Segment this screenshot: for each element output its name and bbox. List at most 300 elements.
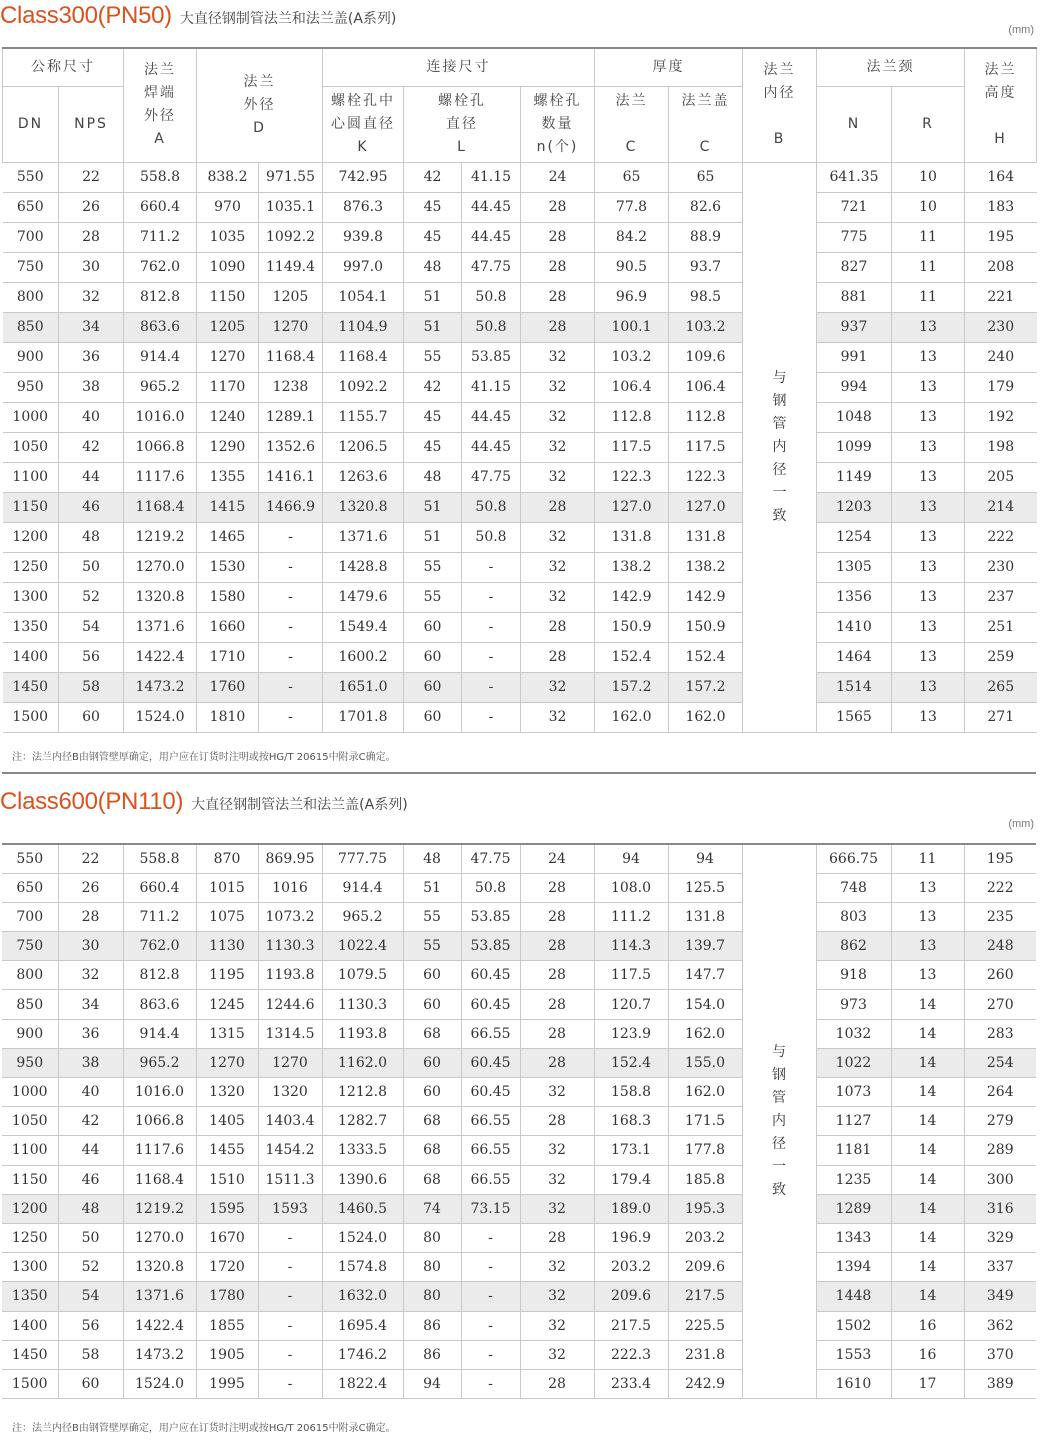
table-cell: 177.8 (668, 1136, 742, 1165)
table-cell: 1822.4 (322, 1369, 403, 1398)
table-cell: 28 (521, 492, 595, 522)
table-cell: 1416.1 (259, 462, 323, 492)
table-row (3, 552, 1037, 582)
table-cell: 13 (892, 462, 965, 492)
table-cell: 162.0 (668, 1078, 742, 1107)
table-cell: 1300 (3, 582, 59, 612)
table-cell: 1022 (816, 1048, 891, 1077)
table-cell: 1000 (2, 1078, 58, 1107)
table-cell: 1289.1 (259, 402, 323, 432)
table-cell: 60 (404, 672, 462, 702)
table-cell: 1500 (2, 1369, 58, 1398)
table-cell: 50 (59, 552, 124, 582)
table-cell: 94 (403, 1369, 461, 1398)
table-cell: 127.0 (595, 492, 669, 522)
table-cell: 1553 (816, 1340, 891, 1369)
table-cell: 36 (59, 342, 124, 372)
table-cell: 28 (520, 1048, 594, 1077)
table-cell: 68 (403, 1165, 461, 1194)
table-row (2, 1078, 1036, 1107)
table-cell: 14 (891, 1078, 964, 1107)
table-cell: 1073 (816, 1078, 891, 1107)
table-cell: 117.5 (594, 961, 668, 990)
header-nps: NPS (59, 86, 124, 162)
table-cell: 44.45 (462, 432, 521, 462)
table-cell: 65 (595, 162, 669, 192)
table-cell: 762.0 (123, 932, 196, 961)
table-cell: - (461, 1223, 520, 1252)
table-cell: 117.5 (595, 432, 669, 462)
class300-header (3, 48, 1037, 162)
table-cell: 283 (964, 1019, 1036, 1048)
table-cell: 162.0 (669, 702, 743, 732)
table-cell: 40 (58, 1078, 123, 1107)
table-cell: 60 (58, 1369, 123, 1398)
table-cell: 1263.6 (323, 462, 404, 492)
table-cell: 150.9 (669, 612, 743, 642)
table-cell: 111.2 (594, 902, 668, 931)
table-cell: 195 (964, 844, 1036, 873)
table-cell: 1092.2 (323, 372, 404, 402)
table-cell: - (259, 582, 323, 612)
table-cell: 251 (965, 612, 1037, 642)
table-cell: 1100 (3, 462, 59, 492)
table-cell: 14 (891, 1136, 964, 1165)
table-cell: 1473.2 (124, 672, 197, 702)
table-cell: 222 (964, 873, 1036, 902)
table-cell: 1305 (817, 552, 892, 582)
table-cell: 550 (3, 162, 59, 192)
table-cell: 60 (403, 1078, 461, 1107)
table-cell: 550 (2, 844, 58, 873)
table-cell: 1320 (258, 1078, 322, 1107)
table-cell: - (258, 1311, 322, 1340)
table-cell: 558.8 (123, 844, 196, 873)
table-cell: 1352.6 (259, 432, 323, 462)
table-cell: 558.8 (124, 162, 197, 192)
table-cell: 1127 (816, 1107, 891, 1136)
table-cell: 1016.0 (123, 1078, 196, 1107)
table-cell: 162.0 (668, 1019, 742, 1048)
table-cell: 1054.1 (323, 282, 404, 312)
table-row (2, 1340, 1036, 1369)
table-cell: 45 (404, 432, 462, 462)
table-cell: 14 (891, 1282, 964, 1311)
table-cell: 55 (404, 552, 462, 582)
table-cell: 13 (892, 492, 965, 522)
table-cell: 225.5 (668, 1311, 742, 1340)
table-cell: 195.3 (668, 1194, 742, 1223)
table-cell: 850 (2, 990, 58, 1019)
table-cell: 1473.2 (123, 1340, 196, 1369)
table-cell: 1530 (197, 552, 259, 582)
table-cell: 28 (520, 873, 594, 902)
table-cell: 32 (521, 522, 595, 552)
table-cell: 30 (58, 932, 123, 961)
table-cell: 231.8 (668, 1340, 742, 1369)
table-cell: 1565 (817, 702, 892, 732)
table-cell: 60 (403, 1048, 461, 1077)
table-cell: 173.1 (594, 1136, 668, 1165)
table-cell: 14 (891, 990, 964, 1019)
table-cell: 28 (520, 1019, 594, 1048)
table-cell: 112.8 (595, 402, 669, 432)
table-cell: 42 (404, 162, 462, 192)
table-cell: 862 (816, 932, 891, 961)
table-cell: 32 (520, 1194, 594, 1223)
table-cell: 10 (892, 192, 965, 222)
table-cell: - (259, 552, 323, 582)
table-cell: 28 (520, 1223, 594, 1252)
table-cell: 1195 (196, 961, 258, 990)
table-cell: 1130.3 (258, 932, 322, 961)
table-cell: 1320.8 (123, 1253, 196, 1282)
table-cell: 1600.2 (323, 642, 404, 672)
table-cell: 80 (403, 1223, 461, 1252)
table-cell: 362 (964, 1311, 1036, 1340)
table-cell: 13 (892, 402, 965, 432)
table-cell: 60 (403, 990, 461, 1019)
table-cell: 1511.3 (258, 1165, 322, 1194)
table-cell: 32 (521, 402, 595, 432)
table-cell: 1500 (3, 702, 59, 732)
table-row (2, 1282, 1036, 1311)
table-cell: 88.9 (669, 222, 743, 252)
table-cell: 60 (404, 642, 462, 672)
table-cell: 1514 (817, 672, 892, 702)
table-cell: 1415 (197, 492, 259, 522)
table-cell: 28 (58, 902, 123, 931)
table-cell: 1524.0 (123, 1369, 196, 1398)
table-cell: 28 (521, 222, 595, 252)
table-row (2, 961, 1036, 990)
table-cell: 209.6 (594, 1282, 668, 1311)
table-cell: 66.55 (461, 1165, 520, 1194)
class600-title: Class600(PN110) (0, 788, 184, 815)
table-cell: 1270 (258, 1048, 322, 1077)
table-cell: 52 (58, 1253, 123, 1282)
table-cell: 98.5 (669, 282, 743, 312)
table-cell: 32 (521, 372, 595, 402)
table-cell: 84.2 (595, 222, 669, 252)
table-cell: 950 (3, 372, 59, 402)
table-cell: 34 (59, 312, 124, 342)
table-cell: - (258, 1282, 322, 1311)
table-cell: 14 (891, 1194, 964, 1223)
table-cell: 775 (817, 222, 892, 252)
table-cell: 14 (891, 1107, 964, 1136)
table-cell: 1016 (258, 873, 322, 902)
table-cell: 1193.8 (258, 961, 322, 990)
table-cell: 863.6 (123, 990, 196, 1019)
table-cell: 94 (594, 844, 668, 873)
table-cell: 1170 (197, 372, 259, 402)
header-neck-n: N (817, 86, 892, 162)
table-cell: 1290 (197, 432, 259, 462)
table-cell: 289 (964, 1136, 1036, 1165)
table-cell: 1314.5 (258, 1019, 322, 1048)
table-cell: 13 (892, 432, 965, 462)
table-cell: 329 (964, 1223, 1036, 1252)
class600-subtitle: 大直径钢制管法兰和法兰盖(A系列) (191, 797, 408, 813)
table-cell: 157.2 (669, 672, 743, 702)
table-cell: 1149.4 (259, 252, 323, 282)
table-cell: 38 (58, 1048, 123, 1077)
table-cell: 42 (58, 1107, 123, 1136)
table-cell: 171.5 (668, 1107, 742, 1136)
table-cell: 138.2 (595, 552, 669, 582)
table-cell: 112.8 (669, 402, 743, 432)
table-cell: 55 (403, 932, 461, 961)
table-cell: 973 (816, 990, 891, 1019)
table-cell: 711.2 (124, 222, 197, 252)
header-flange-od: 法兰 外径 D (197, 48, 323, 162)
table-cell: 1250 (2, 1223, 58, 1252)
table-cell: - (461, 1282, 520, 1311)
table-cell: 114.3 (594, 932, 668, 961)
table-row (3, 192, 1037, 222)
header-nominal-size: 公称尺寸 (3, 48, 124, 86)
header-weld-od: 法兰 焊端 外径 A (124, 48, 197, 162)
table-cell: 13 (891, 873, 964, 902)
table-cell: 1092.2 (259, 222, 323, 252)
table-cell: 44 (58, 1136, 123, 1165)
table-cell: 1000 (3, 402, 59, 432)
table-cell: - (259, 522, 323, 552)
table-cell: 14 (891, 1253, 964, 1282)
table-cell: 1168.4 (259, 342, 323, 372)
table-cell: 60.45 (461, 990, 520, 1019)
table-row (2, 1223, 1036, 1252)
table-cell: 1403.4 (258, 1107, 322, 1136)
table-cell: 13 (891, 932, 964, 961)
inner-bore-char: 内 (772, 1113, 786, 1130)
table-row (3, 432, 1037, 462)
table-cell: 1466.9 (259, 492, 323, 522)
table-row (3, 342, 1037, 372)
table-cell: 1410 (817, 612, 892, 642)
table-row (2, 990, 1036, 1019)
table-cell: 1448 (816, 1282, 891, 1311)
table-cell: 28 (521, 642, 595, 672)
table-cell: 1464 (817, 642, 892, 672)
table-cell: 1066.8 (123, 1107, 196, 1136)
inner-bore-char: 径 (772, 1136, 786, 1153)
table-cell: 1651.0 (323, 672, 404, 702)
class600-body (2, 844, 1036, 1399)
table-cell: 700 (3, 222, 59, 252)
table-cell: 66.55 (461, 1136, 520, 1165)
table-cell: 46 (59, 492, 124, 522)
table-cell: 1212.8 (322, 1078, 403, 1107)
table-cell: 389 (964, 1369, 1036, 1398)
table-cell: 1168.4 (123, 1165, 196, 1194)
table-cell: 1632.0 (322, 1282, 403, 1311)
table-cell: - (462, 552, 521, 582)
table-cell: 1155.7 (323, 402, 404, 432)
table-cell: 179 (965, 372, 1037, 402)
table-cell: 60 (59, 702, 124, 732)
table-cell: 203.2 (594, 1253, 668, 1282)
class600-note: 注：法兰内径B由钢管壁厚确定，用户应在订货时注明或按HG/T 20615中附录C确定。 (12, 1423, 396, 1434)
table-cell: 48 (59, 522, 124, 552)
table-cell: 13 (892, 612, 965, 642)
table-cell: 1760 (197, 672, 259, 702)
table-cell: 17 (891, 1369, 964, 1398)
table-cell: 1320.8 (323, 492, 404, 522)
table-cell: 32 (521, 702, 595, 732)
table-cell: 14 (891, 1019, 964, 1048)
table-cell: 28 (521, 612, 595, 642)
table-cell: 44.45 (462, 402, 521, 432)
table-cell: 1371.6 (323, 522, 404, 552)
table-cell: 44.45 (462, 222, 521, 252)
table-cell: 235 (964, 902, 1036, 931)
table-cell: 803 (816, 902, 891, 931)
table-cell: 863.6 (124, 312, 197, 342)
table-cell: 1289 (816, 1194, 891, 1223)
table-cell: 1450 (2, 1340, 58, 1369)
table-cell: 44.45 (462, 192, 521, 222)
table-row (3, 582, 1037, 612)
table-cell: 1100 (2, 1136, 58, 1165)
table-row (2, 1048, 1036, 1077)
table-cell: 41.15 (462, 372, 521, 402)
table-cell: 1855 (196, 1311, 258, 1340)
table-cell: 711.2 (123, 902, 196, 931)
table-cell: 32 (521, 432, 595, 462)
table-cell: 1320.8 (124, 582, 197, 612)
table-cell: 1450 (3, 672, 59, 702)
table-cell: 142.9 (669, 582, 743, 612)
table-cell: 222.3 (594, 1340, 668, 1369)
table-cell: 208 (965, 252, 1037, 282)
table-cell: 152.4 (594, 1048, 668, 1077)
table-cell: 13 (891, 902, 964, 931)
table-cell: 1995 (196, 1369, 258, 1398)
inner-bore-char: 与 (772, 369, 787, 386)
table-cell: 221 (965, 282, 1037, 312)
table-cell: 1073.2 (258, 902, 322, 931)
table-cell: - (461, 1253, 520, 1282)
table-cell: 1580 (197, 582, 259, 612)
table-cell: 32 (520, 1165, 594, 1194)
table-cell: 1524.0 (124, 702, 197, 732)
table-cell: 1150 (3, 492, 59, 522)
table-cell: 65 (669, 162, 743, 192)
table-cell: 1168.4 (124, 492, 197, 522)
table-cell: 80 (403, 1282, 461, 1311)
table-cell: 32 (520, 1282, 594, 1311)
table-cell: 50.8 (462, 492, 521, 522)
table-cell: 1206.5 (323, 432, 404, 462)
table-cell: 185.8 (668, 1165, 742, 1194)
table-row (2, 1165, 1036, 1194)
class600-table (2, 843, 1036, 1399)
table-cell: 1270 (259, 312, 323, 342)
table-cell: 1240 (197, 402, 259, 432)
table-cell: 47.75 (462, 252, 521, 282)
class300-title-row (0, 2, 396, 36)
table-cell: 1050 (3, 432, 59, 462)
table-cell: 950 (2, 1048, 58, 1077)
table-cell: 60 (404, 612, 462, 642)
table-cell: 155.0 (668, 1048, 742, 1077)
table-cell: 38 (59, 372, 124, 402)
table-cell: 1150 (2, 1165, 58, 1194)
table-cell: 965.2 (124, 372, 197, 402)
table-cell: 650 (2, 873, 58, 902)
table-cell: 1524.0 (322, 1223, 403, 1252)
table-cell: 108.0 (594, 873, 668, 902)
table-cell: 96.9 (595, 282, 669, 312)
table-cell: 48 (404, 252, 462, 282)
table-cell: 1117.6 (123, 1136, 196, 1165)
table-cell: - (461, 1340, 520, 1369)
table-cell: 1355 (197, 462, 259, 492)
table-cell: 131.8 (595, 522, 669, 552)
table-cell: 13 (892, 372, 965, 402)
table-cell: 1235 (816, 1165, 891, 1194)
table-row (2, 1136, 1036, 1165)
table-cell: 1193.8 (322, 1019, 403, 1048)
table-cell: 28 (521, 252, 595, 282)
table-cell: 14 (891, 1165, 964, 1194)
class300-table (2, 47, 1037, 733)
section-divider (2, 772, 1036, 774)
table-cell: 214 (965, 492, 1037, 522)
table-cell: 1333.5 (322, 1136, 403, 1165)
table-cell: 42 (404, 372, 462, 402)
table-cell: 45 (404, 222, 462, 252)
table-cell: 131.8 (669, 522, 743, 552)
table-cell: 812.8 (123, 961, 196, 990)
table-cell: 1422.4 (123, 1311, 196, 1340)
table-row (3, 372, 1037, 402)
table-cell: 233.4 (594, 1369, 668, 1398)
table-cell: 11 (892, 282, 965, 312)
table-cell: 13 (892, 642, 965, 672)
table-cell: 1066.8 (124, 432, 197, 462)
inner-bore-char: 一 (772, 484, 787, 501)
table-cell: 66.55 (461, 1107, 520, 1136)
table-cell: 1150 (197, 282, 259, 312)
table-cell: 1203 (817, 492, 892, 522)
table-cell: 152.4 (669, 642, 743, 672)
table-cell: 147.7 (668, 961, 742, 990)
table-cell: 51 (404, 492, 462, 522)
table-cell: 1660 (197, 612, 259, 642)
table-cell: 1428.8 (323, 552, 404, 582)
table-cell: 660.4 (124, 192, 197, 222)
table-cell: 271 (965, 702, 1037, 732)
table-cell: 1050 (2, 1107, 58, 1136)
table-cell: 152.4 (595, 642, 669, 672)
table-cell: 168.3 (594, 1107, 668, 1136)
table-cell: 11 (892, 252, 965, 282)
table-cell: 641.35 (817, 162, 892, 192)
header-neck: 法兰颈 (817, 48, 965, 86)
table-cell: 748 (816, 873, 891, 902)
table-cell: 22 (58, 844, 123, 873)
class600-unit: (mm) (1008, 818, 1034, 830)
table-cell: 1090 (197, 252, 259, 282)
table-cell: 1400 (3, 642, 59, 672)
table-cell: 32 (521, 462, 595, 492)
table-cell: 997.0 (323, 252, 404, 282)
table-cell: - (462, 612, 521, 642)
table-cell: 1245 (196, 990, 258, 1019)
